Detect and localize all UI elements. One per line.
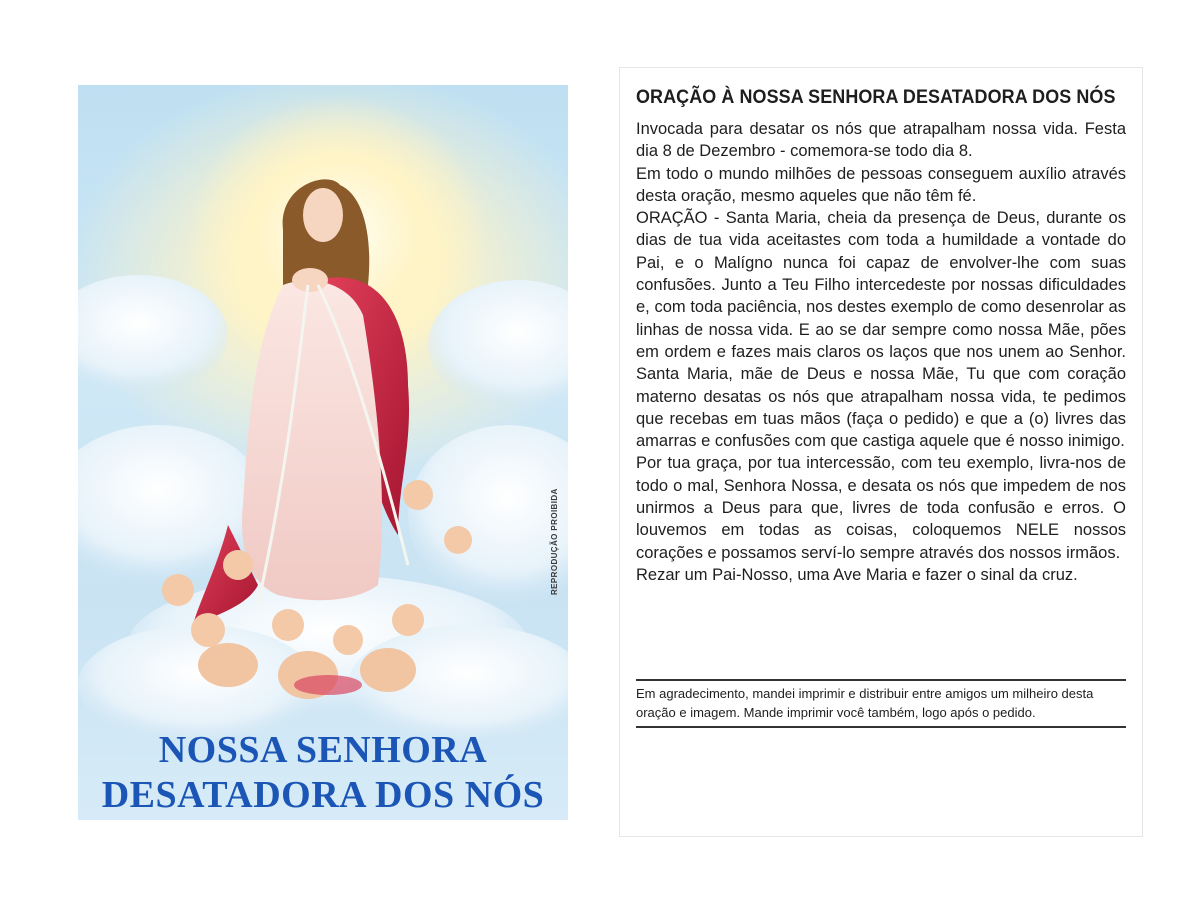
grace-paragraph: Por tua graça, por tua intercessão, com teu exemplo, livra-nos de todo o mal, Senhora Nossa, e desata os nós que impedem de nos unirmos a Deus para que, livres de toda confusão e erros. O louvemos em todas as coisas, coloquemos NELE nossos corações e possamos serví-lo sempre através dos nossos irmãos.	[636, 454, 1126, 562]
worldwide-paragraph: Em todo o mundo milhões de pessoas conseguem auxílio através desta oração, mesmo aqueles que não têm fé.	[636, 164, 1126, 205]
instruction-paragraph: Rezar um Pai-Nosso, uma Ave Maria e fazer o sinal da cruz.	[636, 565, 1078, 584]
footer-divider-bottom	[636, 726, 1126, 728]
prayer-paragraph: ORAÇÃO - Santa Maria, cheia da presença de Deus, durante os dias de tua vida aceitastes com toda a humildade a vontade do Pai, e o Malígno nunca foi capaz de envolver-lhe com suas confusões. Junto a Teu Filho intercedeste por nossas dificuldades e, com toda paciência, nos destes exemplo de como desenrolar as linhas de nossa vida. E ao se dar sempre como nossa Mãe, pões em ordem e fazes mais claros os laços que nos unem ao Senhor. Santa Maria, mãe de Deus e nossa Mãe, Tu que com coração materno desatas os nós que atrapalham nossa vida, te pedimos que recebas em tuas mãos (faça o pedido) e que a (o) livres das amarras e confusões com que castiga aquele que é nosso inimigo.	[636, 209, 1126, 451]
footer-divider-top	[636, 679, 1126, 681]
card-title-line-1: NOSSA SENHORA	[158, 729, 488, 771]
prayer-body	[636, 118, 1126, 586]
intro-paragraph: Invocada para desatar os nós que atrapalham nossa vida. Festa dia 8 de Dezembro - comemora-se todo dia 8.	[636, 120, 1126, 161]
copyright-notice: REPRODUÇÃO PROIBIDA	[550, 488, 559, 595]
prayer-heading: ORAÇÃO À NOSSA SENHORA DESATADORA DOS NÓS	[636, 86, 1116, 108]
footer-note	[636, 684, 1126, 722]
prayer-card-back	[619, 67, 1143, 837]
footer-text: Em agradecimento, mandei imprimir e distribuir entre amigos um milheiro desta oração e imagem. Mande imprimir você também, logo após o pedido.	[636, 686, 1094, 720]
prayer-card-front	[78, 85, 568, 820]
virgin-mary-illustration	[78, 85, 568, 820]
card-title-line-2: DESATADORA DOS NÓS	[101, 774, 545, 816]
